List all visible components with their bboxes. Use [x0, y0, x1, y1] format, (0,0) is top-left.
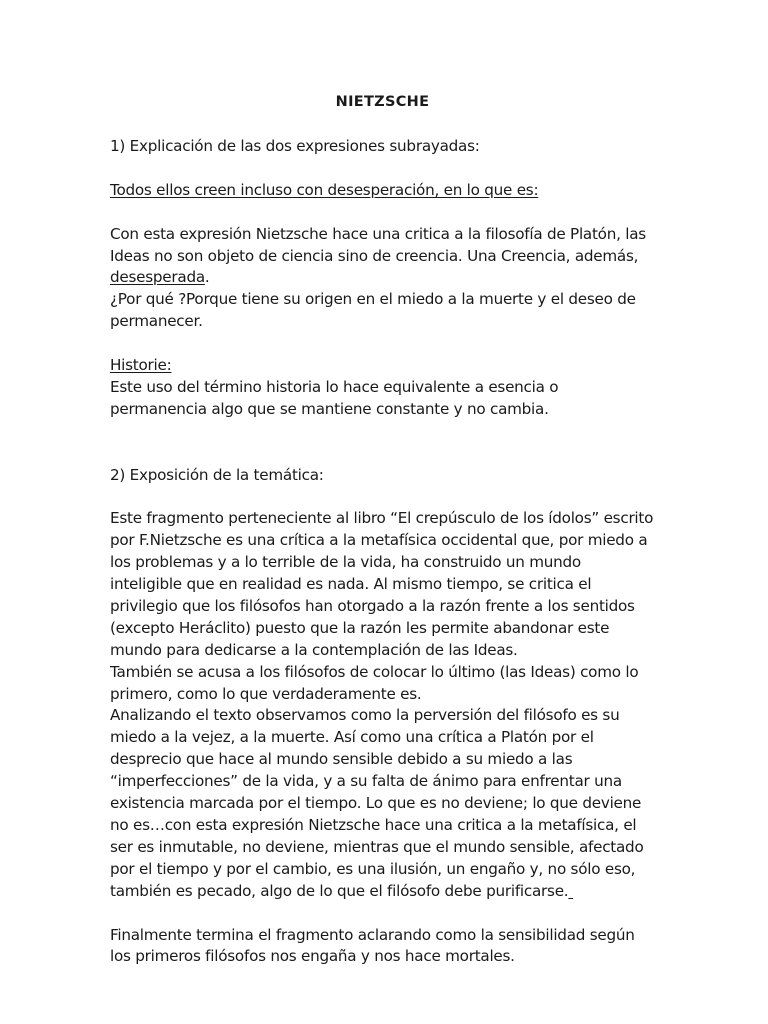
paragraph-1: [110, 224, 655, 290]
underlined-expression-2: [110, 355, 655, 377]
trailing-underline: [568, 882, 573, 900]
expression-1-text: Todos ellos creen incluso con desesperación, en lo que es:: [110, 180, 539, 199]
document-page: [110, 92, 655, 968]
question-1-heading: 1) Explicación de las dos expresiones subrayadas:: [110, 137, 480, 155]
spacer: [110, 158, 655, 180]
paragraph-1-text: Con esta expresión Nietzsche hace una critica a la filosofía de Platón, las Ideas no son objeto de ciencia sino de creencia. Una Creencia, además,: [110, 224, 646, 265]
paragraph-7: Finalmente termina el fragmento aclarando como la sensibilidad según los primeros filósofos nos engaña y nos hace mortales.: [110, 925, 635, 966]
spacer: [110, 202, 655, 224]
spacer: [110, 903, 655, 925]
spacer: [110, 486, 655, 508]
paragraph-2: ¿Por qué ?Porque tiene su origen en el miedo a la muerte y el deseo de permanecer.: [110, 290, 636, 331]
expression-2-text: Historie:: [110, 356, 172, 375]
paragraph-1-end: .: [204, 268, 210, 287]
paragraph-4: Este fragmento perteneciente al libro “El crepúsculo de los ídolos” escrito por F.Nietzsche es una crítica a la metafísica occidental que, por miedo a los problemas y a lo terrible de la vida, ha construido un mundo inteligible que en realidad es nada. Al mismo tiempo, se critica el privilegio que los filósofos han otorgado a la razón frente a los sentidos (excepto Heráclito) puesto que la razón les permite abandonar este mundo para dedicarse a la contemplación de las Ideas.: [110, 509, 654, 659]
underlined-word: desesperada: [110, 268, 205, 287]
paragraph-3: Este uso del término historia lo hace equivalente a esencia o permanencia algo que se mantiene constante y no cambia.: [110, 377, 559, 418]
spacer: [110, 421, 655, 465]
spacer: [110, 333, 655, 355]
underlined-expression-1: [110, 180, 655, 202]
document-title: NIETZSCHE: [335, 94, 430, 110]
question-2-heading: 2) Exposición de la temática:: [110, 465, 324, 484]
paragraph-6: [110, 705, 655, 902]
paragraph-6-text: Analizando el texto observamos como la perversión del filósofo es su miedo a la vejez, a la muerte. Así como una crítica a Platón por el desprecio que hace al mundo sensible debido a su miedo a las “imperfecciones” de la vida, y a su falta de ánimo para enfrentar una existencia marcada por el tiempo. Lo que es no deviene; lo que deviene no es…con esta expresión Nietzsche hace una critica a la metafísica, el ser es inmutable, no deviene, mientras que el mundo sensible, afectado por el tiempo y por el cambio, es una ilusión, un engaño y, no sólo eso, también es pecado, algo de lo que el filósofo debe purificarse.: [110, 706, 644, 900]
paragraph-5: También se acusa a los filósofos de colocar lo último (las Ideas) como lo primero, como lo que verdaderamente es.: [110, 662, 639, 703]
